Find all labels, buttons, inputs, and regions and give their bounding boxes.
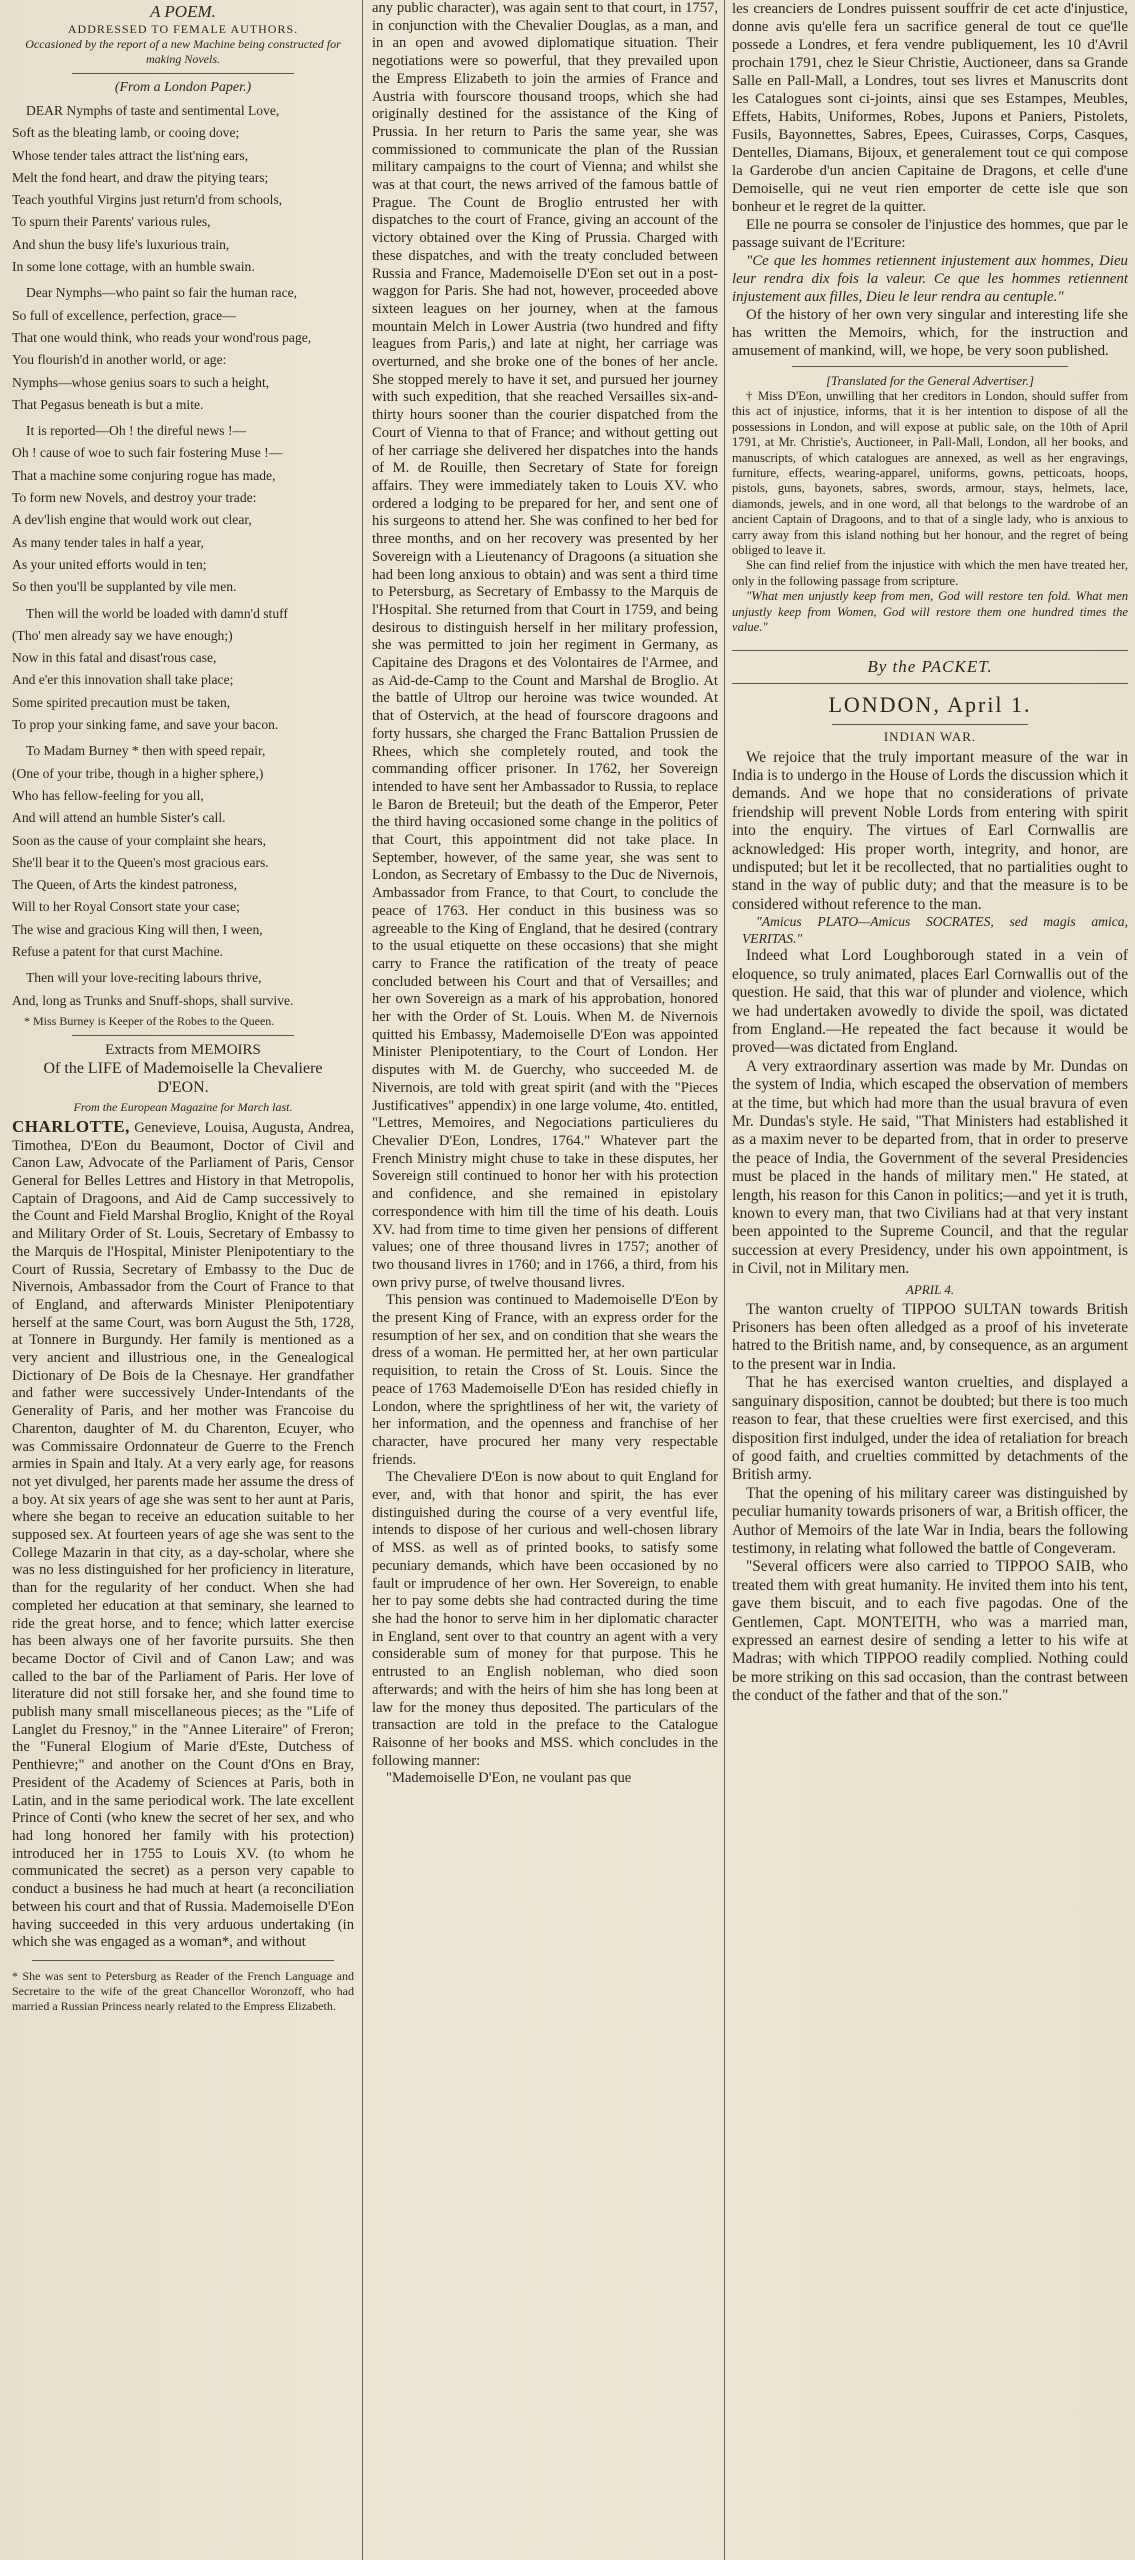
- poem-line: And shun the busy life's luxurious train,: [12, 236, 230, 252]
- memoir-text: Genevieve, Louisa, Augusta, Andrea, Timothea, D'Eon du Beaumont, Doctor of Civil and Canon Law, Advocate of the Parliament of Paris, Censor General for Belles Lettres and History in that Metropolis, Captain of Dragoons, and Aid de Camp successively to the Count and Field Marshal Broglio, Knight of the Royal and Military Order of St. Louis, Secretary of Embassy to the Marquis de l'Hospital, Minister Plenipotentiary to the Court of Russia, Secretary of Embassy to the Duc de Nivernois, Ambassador from the Court of France to that of England, and afterwards Minister Plenipotentiary herself at the same Court, was born August the 5th, 1728, at Tonnere in Burgundy. Her family is mentioned as a very ancient and illustrious one, in the Genealogical Dictionary of De Bois de la Chesnaye. Her grandfather and father were successively Under-Intendants of the Generality of Paris, and her mother was Francoise du Charenton, daughter of M. du Charenton, Ecuyer, who was Commissaire Ordonnateur de Guerre to the French armies in Spain and Italy. At a very early age, for reasons not yet divulged, her parents made her assume the dress of a boy. At six years of age she was sent to her aunt at Paris, where she began to receive an education suitable to her supposed sex. At fourteen years of age she was sent to the College Mazarin in that city, as a day-scholar, where she was no less distinguished for her proficiency in literature, than for the regularity of her conduct. When she had completed her education at that seminary, she learned to ride the great horse, and to fence; which latter exercise has been always one of her favorite pursuits. She then became Doctor of Civil and of Canon Law; and was called to the bar of the Parliament of Paris. Her love of literature did not still forsake her, and she found time to publish many small miscellaneous pieces; as the "Life of Langlet du Fresnoy," in the "Annee Literaire" of Freron; the "Funeral Elogium of Marie d'Este, Dutchess of Penthievre;" and another on the Count d'Ons en Bray, President of the Academy of Sciences at Paris, both in Latin, and in the same periodical work. The late excellent Prince of Conti (who knew the secret of her sex, and who had long honored her family with his protection) introduced her in 1755 to Louis XV. (to whom he communicated the secret) as a person very capable to conduct a business he had much at heart (a reconciliation between his court and that of Russia. Mademoiselle D'Eon having succeeded in this very arduous undertaking (in which she was engaged as a woman*, and without: [12, 1119, 354, 1951]
- poem-line: Now in this fatal and disast'rous case,: [12, 650, 217, 666]
- column-right: [732, 0, 1128, 2560]
- poem-line: Then will the world be loaded with damn'd stuff: [26, 605, 288, 621]
- divider: [732, 650, 1128, 651]
- poem-line: The Queen, of Arts the kindest patroness,: [12, 877, 238, 893]
- column-left: [12, 0, 354, 2560]
- poem-line: That one would think, who reads your wond'rous page,: [12, 329, 312, 345]
- poem-line: Will to her Royal Consort state your case;: [12, 899, 240, 915]
- memoir-pension: This pension was continued to Mademoiselle D'Eon by the present King of France, with an express order for the resumption of her sex, and on condition that she wears the dress of a woman. He permitted her, at her own particular requisition, to retain the Cross of St. Louis. Since the peace of 1763 Mademoiselle D'Eon has resided chiefly in London, where the sprightliness of her wit, the variety of her information, and the openness and franchise of her character, have procured her many very respectable friends.: [372, 1292, 718, 1468]
- poem-line: And, long as Trunks and Snuff-shops, shall survive.: [12, 992, 294, 1008]
- poem-footnote: * Miss Burney is Keeper of the Robes to the Queen.: [24, 1013, 275, 1028]
- poem-line: Whose tender tales attract the list'ning ears,: [12, 147, 249, 163]
- poem-line: Nymphs—whose genius soars to such a height,: [12, 374, 270, 390]
- article-paragraph: That he has exercised wanton cruelties, and displayed a sanguinary disposition, cannot be doubted; but there is too much reason to fear, that these cruelties were first exercised, and this disposition first indulged, under the idea of retaliation for breach of good faith, and cruelties committed by detachments of the British army.: [732, 1374, 1128, 1484]
- poem-body: [12, 100, 354, 1012]
- poem-line: DEAR Nymphs of taste and sentimental Love,: [26, 103, 280, 118]
- poem-line: In some lone cottage, with an humble swain.: [12, 259, 255, 275]
- french-notice: les creanciers de Londres puissent souffrir de cet acte d'injustice, donne avis qu'elle fera un sacrifice general de tout ce que'lle possede a Londres, et fera vendre publiquement, les 10 d'Avril prochain 1791, chez le Sieur Christie, Auctioneer, dans sa Grande Salle en Pall-Mall, a Londres, tout ses livres et Manuscrits dont les Catalogues sont ci-joints, ainsi que ses Estampes, Meubles, Effets, Habits, Uniformes, Robes, Jupons et Paniers, Pistolets, Fusils, Bayonnettes, Sabres, Epees, Cuirasses, Corps, Casques, Dentelles, Diamans, Bijoux, et generalement tout ce qui compose la Garderobe d'un ancien Capitaine de Dragons, et celle d'une Demoiselle, qui ne veut rien emporter de cette isle que son bonheur et le regret de la quitter.: [732, 1, 1128, 215]
- poem-line: A dev'lish engine that would work out clear,: [12, 512, 252, 528]
- poem-address: ADDRESSED TO FEMALE AUTHORS.: [67, 22, 299, 36]
- poem-line: Some spirited precaution must be taken,: [12, 694, 231, 710]
- poem-line: Soon as the cause of your complaint she hears,: [12, 832, 267, 848]
- memoir-lead: CHARLOTTE,: [12, 1116, 130, 1136]
- french-scripture-intro: Elle ne pourra se consoler de l'injustice des hommes, que par le passage suivant de l'Ecriture:: [732, 217, 1128, 251]
- dateline: LONDON, April 1.: [828, 691, 1032, 717]
- section-heading: INDIAN WAR.: [883, 728, 977, 744]
- poem-line: It is reported—Oh ! the direful news !—: [26, 423, 247, 439]
- poem-line: Then will your love-reciting labours thrive,: [26, 970, 262, 986]
- poem-line: Soft as the bleating lamb, or cooing dove;: [12, 125, 240, 141]
- translation-scripture-intro: She can find relief from the injustice with which the men have treated her, only in the following passage from scripture.: [732, 558, 1128, 588]
- poem-line: As many tender tales in half a year,: [12, 534, 204, 550]
- poem-line: To form new Novels, and destroy your trade:: [12, 490, 257, 506]
- article-paragraph: "Several officers were also carried to TIPPOO SAIB, who treated them with great humanity. He invited them into his tent, gave them biscuit, and to each five pagodas. One of the Gentlemen, Capt. MONTEITH, who was a married man, expressed an earnest desire of sending a letter to his wife at Madras; with which TIPPOO readily complied. Nothing could be more striking on this sad occasion, than the contrast between the conduct of the father and that of the son.": [732, 1558, 1128, 1705]
- article-paragraph: That the opening of his military career was distinguished by peculiar humanity towards prisoners of war, a British officer, the Author of Memoirs of the late War in India, bears the following testimony, in relating what followed the battle of Congeveram.: [732, 1484, 1128, 1557]
- poem-line: To prop your sinking fame, and save your bacon.: [12, 717, 279, 733]
- memoir-paragraph: [12, 1118, 354, 1952]
- poem-occasion: Occasioned by the report of a new Machine being constructed for making Novels.: [25, 37, 341, 66]
- memoirs-note: Of the history of her own very singular and interesting life she has written the Memoirs, which, for the instruction and amusement of mankind, will, we hope, be very soon published.: [732, 307, 1128, 359]
- poem-line: As your united efforts would in ten;: [12, 556, 207, 572]
- poem-line: Who has fellow-feeling for you all,: [12, 787, 204, 803]
- divider: [72, 73, 294, 74]
- french-scripture: "Ce que les hommes retiennent injustement aux hommes, Dieu leur rendra dix fois la valeur. Ce que les hommes retiennent injustement aux filles, Dieu le leur rendra au centuple.": [732, 253, 1128, 305]
- memoir-library: The Chevaliere D'Eon is now about to quit England for ever, and, with that honor and spirit, the has ever distinguished during the course of a very eventful life, intends to dispose of her curious and well-chosen library of MSS. as well as of printed books, to satisfy some pecuniary demands, which have been occasioned by no fault or imprudence of her own. Her Sovereign, to enable her to pay some debts she had contracted during the time she had the honor to serve him in her diplomatic character in England, sent over to that country an agent with a very considerable sum of money for that purpose. This he entrusted to an English nobleman, who died soon afterwards; and with the heirs of him she has long been at law for the money thus deposited. The particulars of the transaction are told in the preface to the Catalogue Raisonne of her books and MSS. which concludes in the following manner:: [372, 1469, 718, 1769]
- translation-scripture: "What men unjustly keep from men, God will restore ten fold. What men unjustly keep from Women, God will restore them one hundred times the value.": [732, 589, 1128, 635]
- translation-heading: [Translated for the General Advertiser.]: [825, 373, 1035, 388]
- poem-line: Refuse a patent for that curst Machine.: [12, 943, 224, 959]
- poem-line: And e'er this innovation shall take place;: [12, 672, 234, 688]
- column-middle: [372, 0, 718, 2560]
- poem-line: Melt the fond heart, and draw the pitying tears;: [12, 169, 269, 185]
- poem-line: So then you'll be supplanted by vile men.: [12, 579, 237, 595]
- column-rule: [724, 0, 725, 2560]
- poem-line: To Madam Burney * then with speed repair,: [26, 743, 266, 759]
- memoir-extract: Extracts from MEMOIRS: [105, 1041, 261, 1058]
- memoir-quote-start: "Mademoiselle D'Eon, ne voulant pas que: [386, 1770, 632, 1787]
- article-paragraph: We rejoice that the truly important measure of the war in India is to undergo in the House of Lords the discussion which it demands. And we hope that no considerations of private friendship will prevent Noble Lords from entering with spirit into the enquiry. The virtues of Earl Cornwallis are acknowledged: His proper worth, integrity, and honor, are undisputed; but let it be recollected, that no partialities ought to stand in the way of public duty; and that the measure is to be considered without reference to the man.: [732, 748, 1128, 913]
- poem-line: Oh ! cause of woe to such fair fostering Muse !—: [12, 445, 283, 461]
- divider: [832, 724, 1028, 725]
- article-paragraph: The wanton cruelty of TIPPOO SULTAN towards British Prisoners has been often alledged as a proof of his inveterate hatred to the British name, and, by consequence, as an argument to the present war in India.: [732, 1300, 1128, 1373]
- packet-heading: By the PACKET.: [867, 656, 993, 676]
- article-paragraph: Indeed what Lord Loughborough stated in a vein of eloquence, so truly animated, places Earl Cornwallis out of the question. He said, that this war of plunder and violence, which we had undertaken avowedly to divide the spoil, was dictated from England.—He repeated the fact because it would be proved—was dictated from England.: [732, 947, 1128, 1057]
- divider: [32, 1960, 334, 1961]
- poem-line: That Pegasus beneath is but a mite.: [12, 396, 204, 412]
- article-paragraph: A very extraordinary assertion was made by Mr. Dundas on the system of India, which escaped the observation of members at the time, but which had more than the usual bravura of even Mr. Dundas's style. He said, "That Ministers had established it as a maxim never to be departed from, that in order to preserve the peace of India, the Government of the several Presidencies must be placed in the hands of military men." He stated, at length, his reason for this Canon in politics;—and yet it is truth, known to every man, that two Civilians had at that very instant been appointed to the Supreme Council, and that the regular succession at every Presidency, under his own appointment, is in Civil, not in Military men.: [732, 1057, 1128, 1278]
- poem-line: So full of excellence, perfection, grace—: [12, 307, 236, 323]
- latin-quote: "Amicus PLATO—Amicus SOCRATES, sed magis amica, VERITAS.": [742, 914, 1128, 946]
- poem-line: That a machine some conjuring rogue has made,: [12, 467, 276, 483]
- poem-line: You flourish'd in another world, or age:: [12, 352, 227, 368]
- memoir-continued: any public character), was again sent to that court, in 1757, in conjunction with the Chevalier Douglas, as a man, and in an open and avowed diplomatique situation. Their negotiations were so powerful, that they prevailed upon the Empress Elizabeth to join the armies of France and Austria with fourscore thousand troops, which she had originally destined for the assistance of the King of Prussia. In her return to Paris the same year, she was commissioned to communicate the plan of the Russian military campaigns to the court of Vienna; and whilst she was at that court, the news arrived of the famous battle of Prague. The Count de Broglio entrusted her with dispatches to the court of France, giving an account of the victory obtained over the King of Prussia. Charged with these dispatches, and with the treaty concluded between Russia and France, Mademoiselle D'Eon set out in a post-waggon for Paris. She had not, however, proceeded above sixteen leagues on her journey, when at the famous mountain Melch in Lower Austria (two hundred and fifty leagues from Paris,) and late at night, her carriage was overturned, and she broke one of the bones of her ancle. She stopped merely to have it set, and pursued her journey with such expedition, that she reached Versailles six-and-thirty hours sooner than the courier dispatched from the Court of Vienna to that of France; and without getting out of her carriage she delivered her dispatches into the hands of M. de Rouille, then Secretary of State for foreign affairs. They were immediately taken to Louis XV. who ordered a lodging to be prepared for her, and sent one of his surgeons to attend her. She was confined to her bed for three months, and on her recovery was presented by her Sovereign with a Lieutenancy of Dragoons (a situation she had been long anxious to obtain) and was sent a third time to Petersburg, as Secretary of Embassy to the Marquis de l'Hospital. She returned from that Court in 1759, and being desirous to distinguish herself in her military profession, she was permitted to join her regiment in Germany, as Capitaine des Dragons et des Volontaires de l'Armee, and as Aid-de-Camp to the Count and Marshal de Broglio. At the battle of Ultrop our heroine was twice wounded. At that of Ostervich, at the head of fourscore dragoons and forty hussars, she charged the Franc Battalion Prussien de Rhees, which she completely routed, and took the commanding officer prisoner. In 1762, her Sovereign intended to have sent her Ambassador to Russia, to replace le Baron de Breteuil; but the death of the Emperor, Peter the third having occasioned some change in the politics of that Court, this appointment did not take place. In September, however, of the same year, she was sent to London, as Secretary of Embassy to the Duc de Nivernois, Ambassador from France, to that Court, to conclude the peace of 1763. Her conduct in this business was so agreeable to the King of England, that he desired (contrary to the usual etiquette on these occasions) that she might carry to France the ratification of the treaty of peace concluded between his Court and that of Versailles; and her own Sovereign as a mark of his approbation, honored her with the Order of St. Louis. When M. de Nivernois quitted his Embassy, Mademoiselle D'Eon was appointed Minister Plenipotentiary, to the Court of London. Her disputes with M. de Guerchy, who succeeded M. de Nivernois, are told with great spirit (and with the "Pieces Justificatives" appendix) in one large volume, 4to. entitled, "Lettres, Memoires, and Negociations particulieres du Chevalier D'Eon, Londres, 1764." Whatever part the French Ministry might chuse to take in these disputes, her Sovereign still continued to honor her with his protection and confidence, and she remained in epistolary correspondence with him till the time of his death. Louis XV. had from time to time given her pensions of different values; one of three thousand livres in 1757; another of two thousand livres in 1760; and in 1766, a third, from his own privy purse, of twelve thousand livres.: [372, 0, 718, 1291]
- poem-line: Teach youthful Virgins just return'd from schools,: [12, 192, 283, 208]
- divider: [792, 366, 1068, 367]
- poem-line: Dear Nymphs—who paint so fair the human race,: [26, 285, 298, 301]
- memoir-footnote: * She was sent to Petersburg as Reader of the French Language and Secretaire to the wife of the great Chancellor Woronzoff, who had married a Russian Princess nearly related to the Empress Elizabeth.: [12, 1968, 354, 2013]
- poem-line: The wise and gracious King will then, I ween,: [12, 921, 263, 937]
- poem-line: (One of your tribe, though in a higher sphere,): [12, 765, 264, 781]
- poem-line: She'll bear it to the Queen's most gracious ears.: [12, 854, 269, 870]
- divider: [72, 1035, 294, 1036]
- poem-title: A POEM.: [150, 2, 216, 21]
- column-rule: [362, 0, 363, 2560]
- poem-source: (From a London Paper.): [114, 80, 252, 95]
- translation-text: † Miss D'Eon, unwilling that her creditors in London, should suffer from this act of injustice, informs, that it is her intention to dispose of all the possessions in London, and will expose at public sale, on the 10th of April 1791, at Mr. Christie's, Auctioneer, in Pall-Mall, London, all her books, and manuscripts, of which catalogues are annexed, as well as her engravings, furniture, effects, wearing-apparel, uniforms, gowns, petticoats, hoops, pistols, guns, bayonets, sabres, swords, armour, stays, helmets, lace, diamonds, jewels, and in one word, all that belongs to the wardrobe of an ancient Captain of Dragoons, and to that of a single lady, who is anxious to carry away from this island nothing but her honour, and the regret of being obliged to leave it.: [732, 389, 1128, 558]
- memoir-title: Of the LIFE of Mademoiselle la Chevaliere D'EON.: [43, 1059, 323, 1096]
- poem-line: And will attend an humble Sister's call.: [12, 810, 226, 826]
- poem-line: (Tho' men already say we have enough;): [12, 627, 233, 643]
- dateline-april: APRIL 4.: [905, 1281, 955, 1297]
- divider: [732, 683, 1128, 684]
- memoir-source: From the European Magazine for March last.: [73, 1099, 293, 1114]
- poem-line: To spurn their Parents' various rules,: [12, 214, 211, 230]
